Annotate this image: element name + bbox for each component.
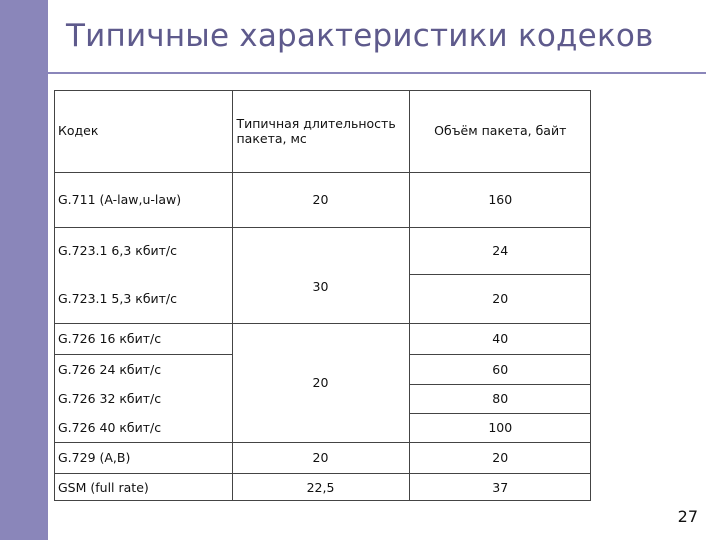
title-divider — [48, 72, 706, 74]
codec-cell: G.711 (A-law,u-law) — [54, 172, 232, 227]
table-header-row — [54, 90, 591, 172]
size-cell: 80 — [409, 384, 591, 413]
header-codec: Кодек — [54, 90, 232, 172]
size-cell: 37 — [409, 473, 591, 501]
codec-cell: G.726 40 кбит/с — [54, 413, 232, 442]
size-cell: 20 — [409, 442, 591, 473]
size-cell: 60 — [409, 354, 591, 384]
size-cell: 20 — [409, 274, 591, 323]
page-number: 27 — [677, 507, 698, 526]
codec-cell: GSM (full rate) — [58, 479, 149, 495]
codec-cell: G.726 32 кбит/с — [58, 391, 162, 406]
header-size: Объём пакета, байт — [409, 90, 591, 172]
table-row — [54, 172, 591, 227]
codec-cell: G.723.1 5,3 кбит/с — [54, 274, 232, 323]
codec-cell: G.726 16 кбит/с — [54, 323, 232, 354]
table-row — [54, 442, 591, 473]
header-duration: Типичная длительность пакета, мс — [232, 90, 409, 172]
duration-cell: 30 — [232, 227, 409, 323]
codec-table — [54, 90, 591, 501]
duration-cell: 20 — [232, 172, 409, 227]
sidebar-stripe — [0, 0, 48, 540]
size-cell: 40 — [409, 323, 591, 354]
size-cell: 100 — [409, 413, 591, 442]
slide-title: Типичные характеристики кодеков — [66, 18, 654, 54]
codec-cell: G.729 (A,B) — [54, 442, 232, 473]
table-row — [54, 473, 591, 501]
codec-cell: G.726 24 кбит/с — [58, 361, 162, 377]
size-cell: 24 — [409, 227, 591, 274]
duration-cell: 22,5 — [232, 473, 409, 501]
table-row — [54, 227, 591, 274]
codec-cell: G.723.1 6,3 кбит/с — [58, 243, 178, 259]
size-cell: 160 — [409, 172, 591, 227]
duration-cell: 20 — [232, 323, 409, 442]
table-row — [54, 323, 591, 354]
duration-cell: 20 — [232, 442, 409, 473]
